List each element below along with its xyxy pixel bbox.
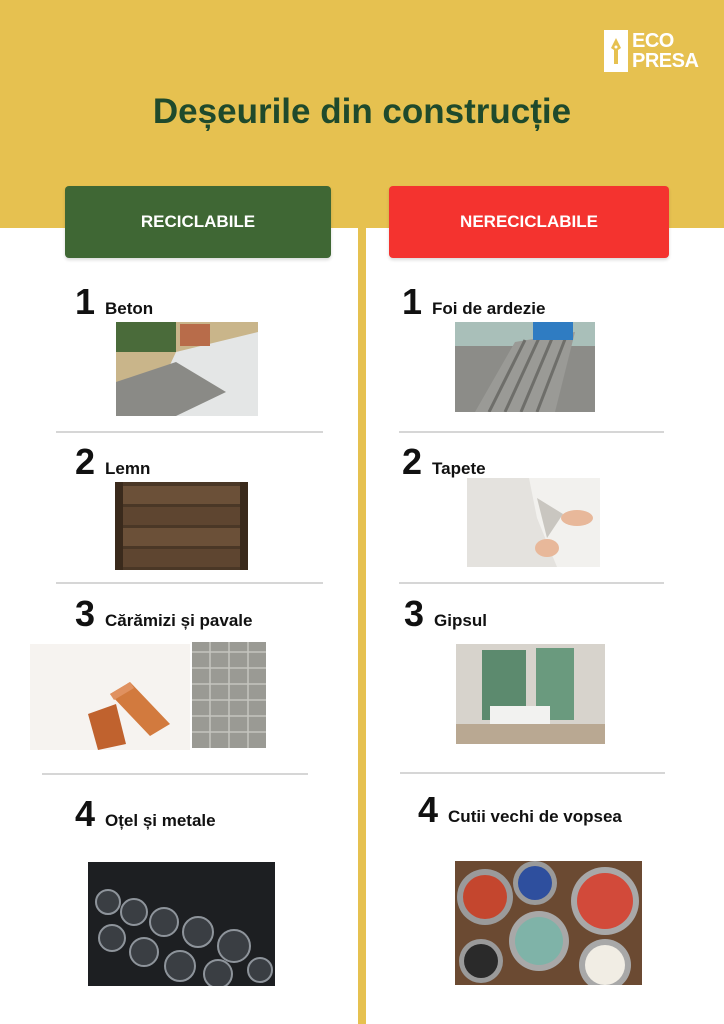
logo-text: [632, 31, 698, 71]
separator: [42, 773, 308, 775]
gypsum-photo: [456, 644, 605, 744]
logo-line1: ECO: [632, 30, 674, 52]
item-label: Foi de ardezie: [432, 299, 546, 318]
concrete-photo: [116, 322, 258, 416]
right-item-1: [402, 281, 546, 322]
wallpaper-photo: [467, 478, 600, 567]
left-item-4: [75, 793, 216, 834]
separator: [400, 772, 665, 774]
paint-cans-photo: [455, 861, 642, 985]
item-number: 3: [404, 593, 425, 634]
separator: [399, 582, 664, 584]
item-label: Cărămizi și pavale: [105, 611, 253, 630]
separator: [399, 431, 664, 433]
page-title: Deșeurile din construcție: [152, 92, 572, 131]
right-item-3: [404, 593, 487, 634]
item-number: 2: [402, 441, 423, 482]
separator: [56, 431, 323, 433]
item-label: Lemn: [105, 459, 151, 478]
left-item-1: [75, 281, 154, 322]
bricks-photo: [30, 644, 190, 750]
item-label: Tapete: [432, 459, 486, 478]
item-label: Beton: [105, 299, 154, 318]
recyclable-header: RECICLABILE: [65, 186, 331, 258]
wood-photo: [115, 482, 248, 570]
item-label: Gipsul: [434, 611, 487, 630]
item-number: 3: [75, 593, 96, 634]
item-number: 4: [75, 793, 96, 834]
item-number: 1: [402, 281, 423, 322]
separator: [56, 582, 323, 584]
pen-nib-icon: [604, 30, 628, 72]
logo-line2: PRESA: [632, 50, 699, 72]
steel-pipes-photo: [88, 862, 275, 986]
left-item-3: [75, 593, 253, 634]
item-label: Oțel și metale: [105, 811, 216, 830]
item-label: Cutii vechi de vopsea: [448, 807, 622, 826]
right-item-4: [418, 789, 622, 830]
pavers-photo: [192, 642, 266, 748]
slate-sheets-photo: [455, 322, 595, 412]
item-number: 4: [418, 789, 439, 830]
item-number: 2: [75, 441, 96, 482]
ecopresa-logo: [604, 30, 698, 72]
non-recyclable-header: NERECICLABILE: [389, 186, 669, 258]
left-item-2: [75, 441, 151, 482]
column-divider: [358, 226, 366, 1024]
right-item-2: [402, 441, 486, 482]
item-number: 1: [75, 281, 96, 322]
